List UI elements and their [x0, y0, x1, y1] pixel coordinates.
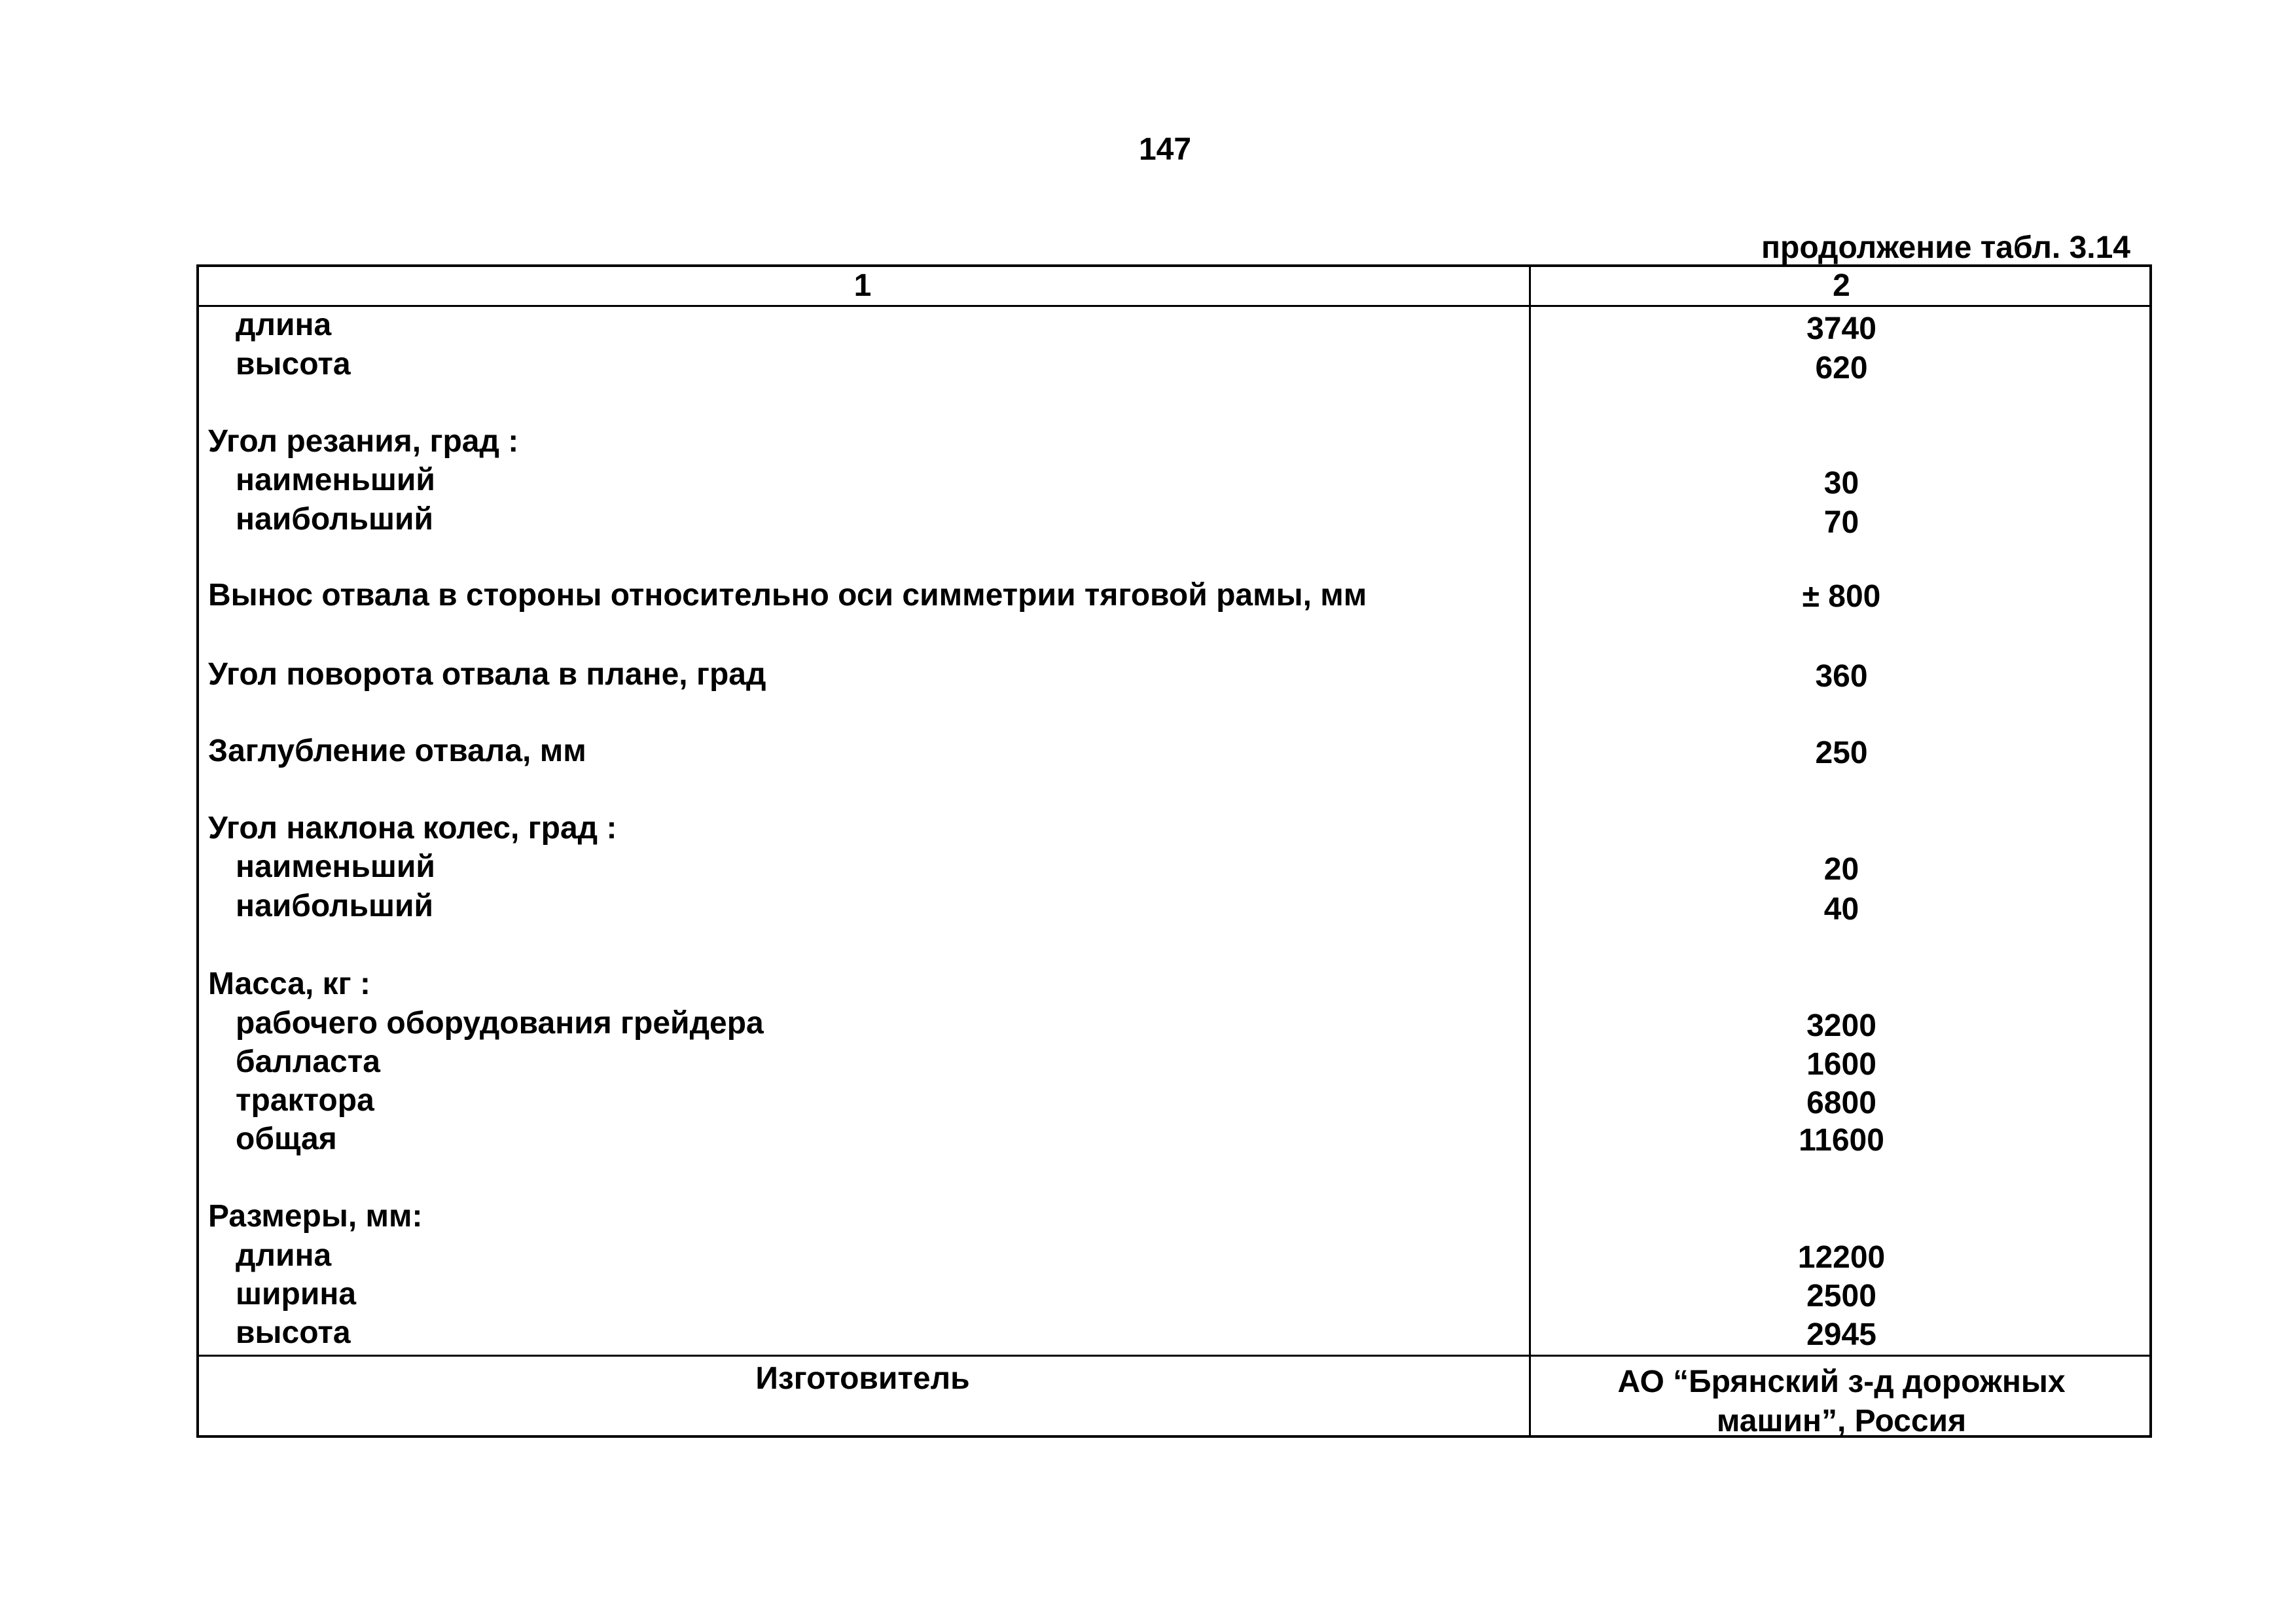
row-value: 360 — [1815, 659, 1868, 694]
row-value: 12200 — [1797, 1240, 1886, 1275]
row-value: 3200 — [1806, 1008, 1876, 1043]
row-label: наименьший — [236, 849, 435, 884]
manufacturer-value — [1531, 1363, 2152, 1441]
row-value: 70 — [1823, 505, 1859, 540]
row-label: балласта — [236, 1044, 380, 1079]
row-label: Угол поворота отвала в плане, град — [208, 657, 766, 692]
header-divider — [196, 305, 2152, 307]
manufacturer-value-line-2: машин”, Россия — [1716, 1404, 1967, 1438]
row-value: 20 — [1823, 852, 1859, 887]
row-value: 250 — [1815, 736, 1868, 770]
row-label: общая — [236, 1122, 337, 1156]
row-label: Угол резания, град : — [208, 424, 519, 459]
row-value: 40 — [1823, 892, 1859, 927]
row-value: 620 — [1815, 351, 1868, 385]
row-label: Угол наклона колес, град : — [208, 811, 617, 846]
row-label: наибольший — [236, 889, 433, 923]
row-label: трактора — [236, 1083, 374, 1118]
row-value: 30 — [1823, 466, 1859, 501]
manufacturer-value-line-1: АО “Брянский з-д дорожных — [1617, 1364, 2066, 1399]
row-label: рабочего оборудования грейдера — [236, 1006, 764, 1041]
row-label: длина — [236, 308, 332, 342]
footer-divider — [196, 1355, 2152, 1357]
row-label: наибольший — [236, 502, 433, 537]
row-label: высота — [236, 1315, 351, 1350]
row-value: 2500 — [1806, 1279, 1876, 1313]
row-value: ± 800 — [1802, 579, 1881, 614]
table-continuation-label: продолжение табл. 3.14 — [1761, 230, 2130, 265]
row-label: Заглубление отвала, мм — [208, 734, 586, 768]
row-label: ширина — [236, 1277, 357, 1311]
row-label: длина — [236, 1238, 332, 1273]
page-number: 147 — [1138, 132, 1192, 167]
row-label: Размеры, мм: — [208, 1199, 423, 1234]
column-header-1: 1 — [853, 268, 872, 303]
row-label: наименьший — [236, 463, 435, 497]
row-value: 1600 — [1806, 1047, 1876, 1082]
row-label: Вынос отвала в стороны относительно оси симметрии тяговой рамы, мм — [208, 578, 1367, 613]
manufacturer-label: Изготовитель — [755, 1361, 970, 1396]
row-label: высота — [236, 347, 351, 382]
row-label: Масса, кг : — [208, 967, 370, 1001]
row-value: 3740 — [1806, 312, 1876, 346]
row-value: 2945 — [1806, 1317, 1876, 1352]
row-value: 11600 — [1799, 1123, 1884, 1158]
row-value: 6800 — [1806, 1086, 1876, 1120]
column-header-2: 2 — [1833, 268, 1850, 303]
